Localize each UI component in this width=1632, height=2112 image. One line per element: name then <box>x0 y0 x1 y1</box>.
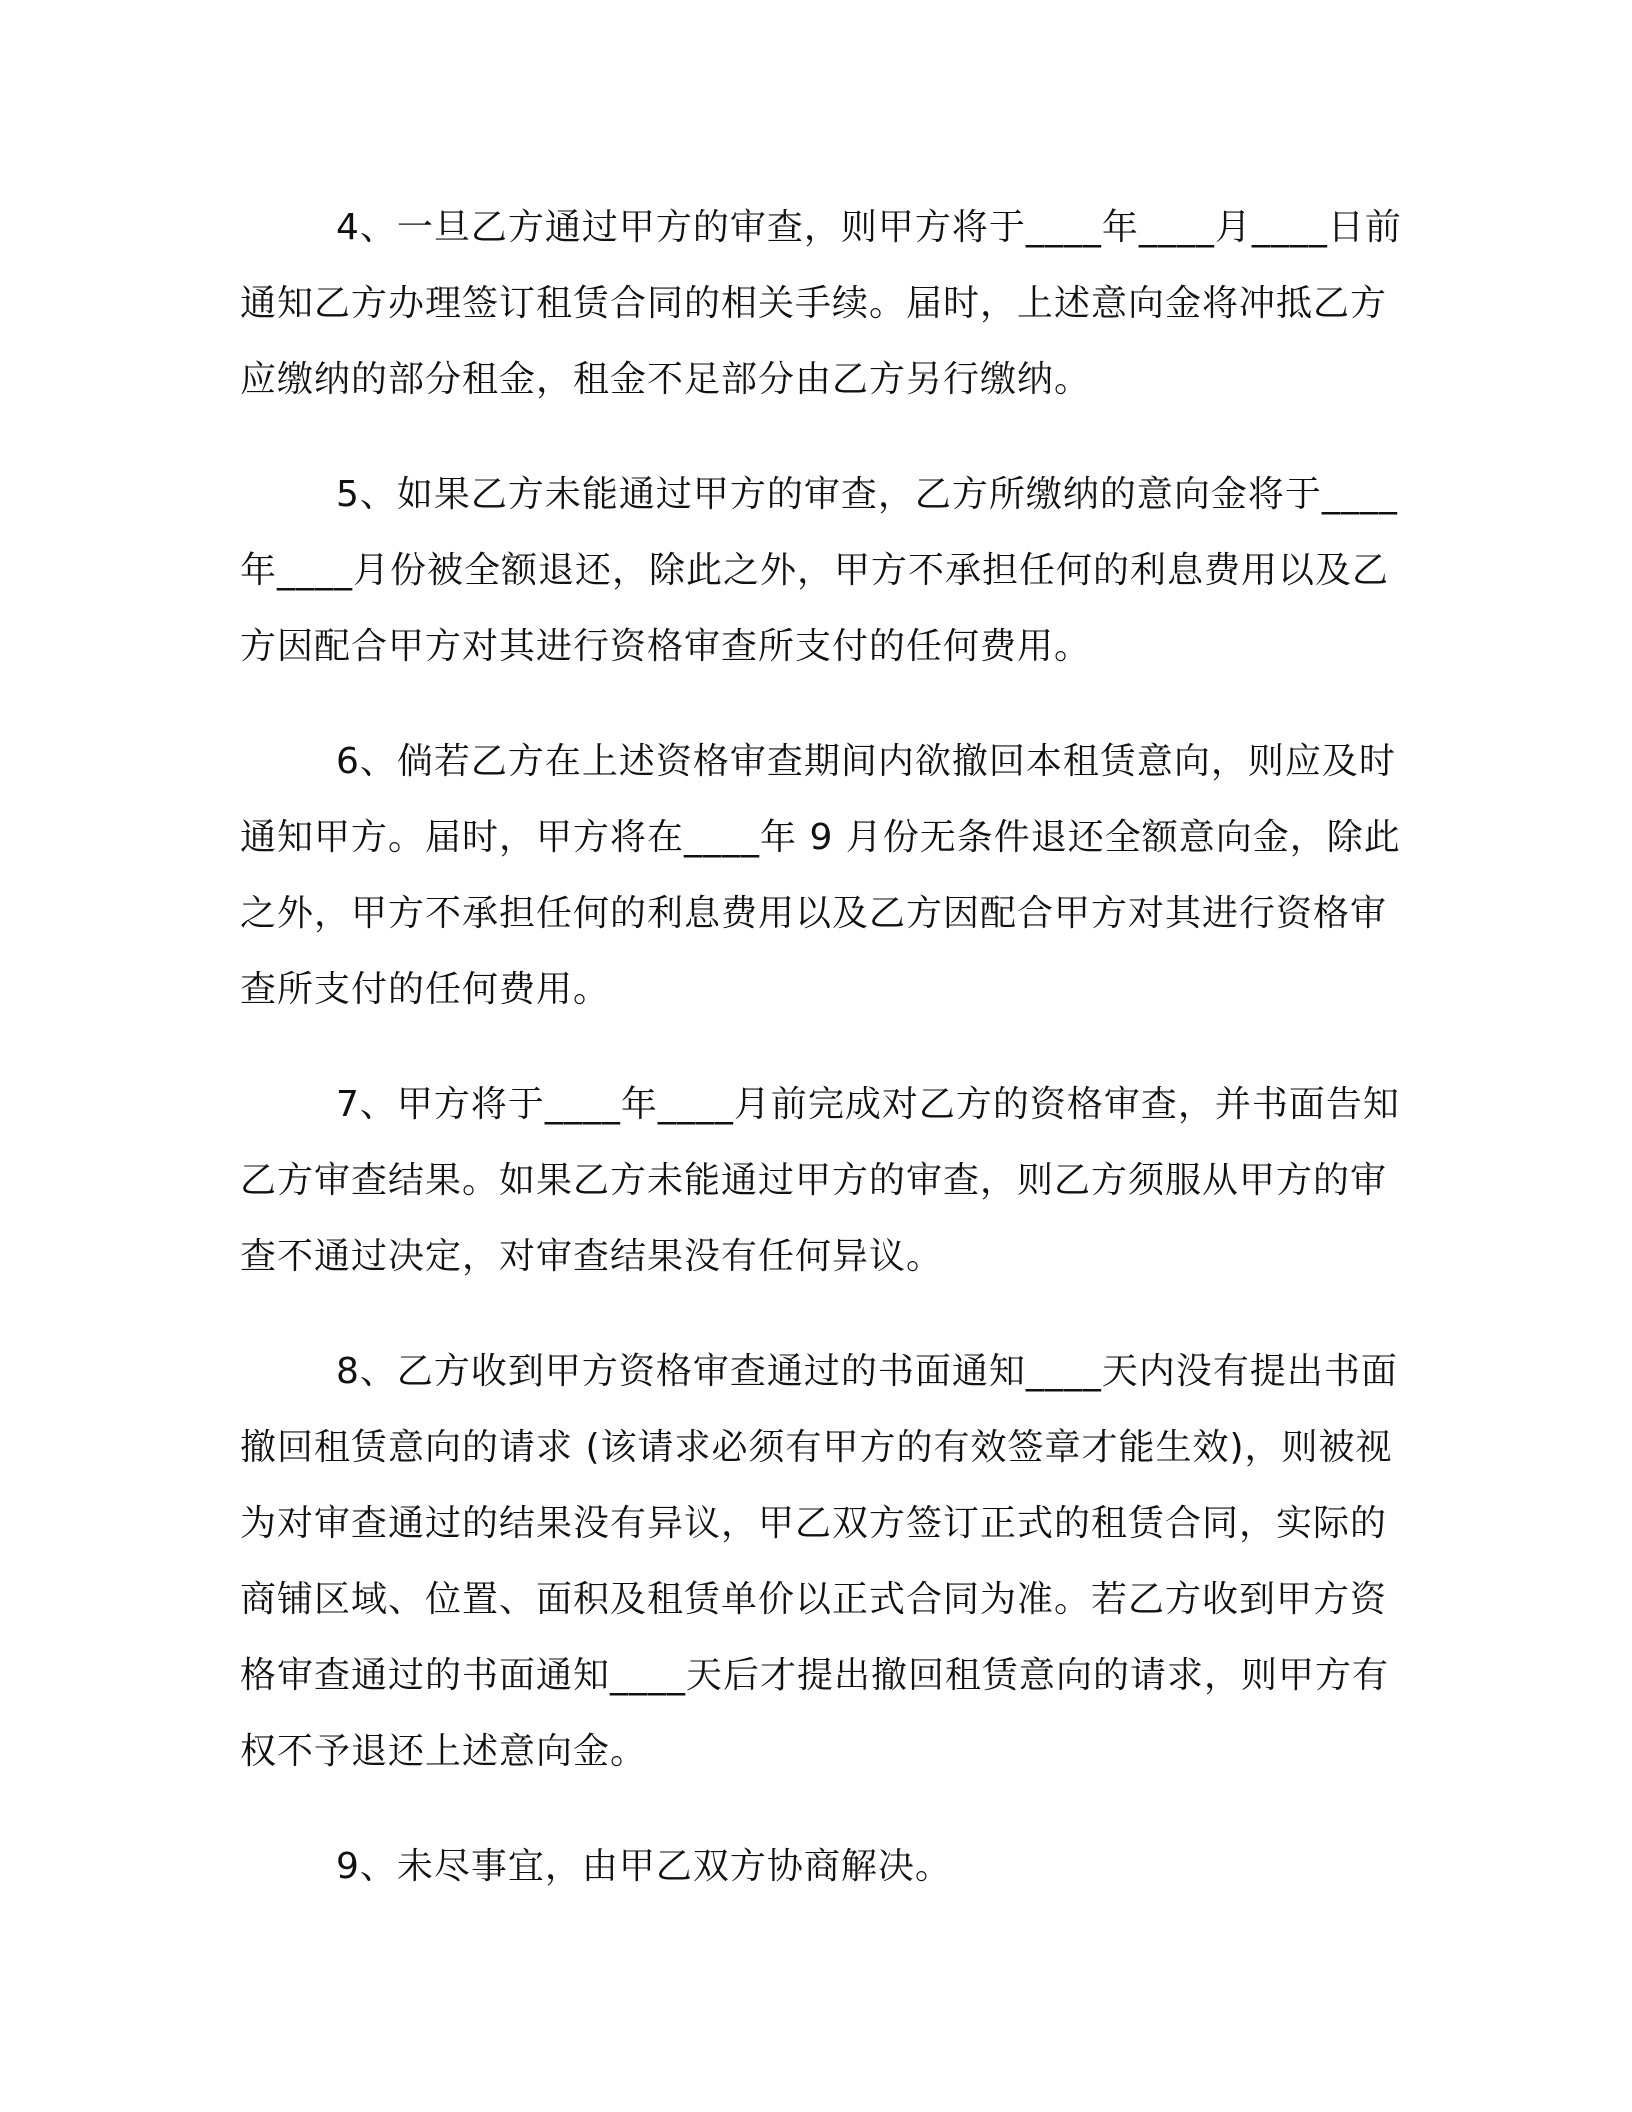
clause-9-paragraph: 9、未尽事宜，由甲乙双方协商解决。 <box>336 1846 952 1887</box>
clause-5-paragraph: 5、如果乙方未能通过甲方的审查，乙方所缴纳的意向金将于____年____月份被全额退还，除此之外，甲方不承担任何的利息费用以及乙方因配合甲方对其进行资格审查所支付的任何费用。 <box>240 474 1398 667</box>
document-body <box>240 190 1410 1944</box>
clause-4-paragraph: 4、一旦乙方通过甲方的审查，则甲方将于____年____月____日前通知乙方办理签订租赁合同的相关手续。届时，上述意向金将冲抵乙方应缴纳的部分租金，租金不足部分由乙方另行缴纳。 <box>240 207 1402 400</box>
clause-8-paragraph: 8、乙方收到甲方资格审查通过的书面通知____天内没有提出书面撤回租赁意向的请求 (该请求必须有甲方的有效签章才能生效)，则被视为对审查通过的结果没有异议，甲乙双方签订正式的租赁合同，实际的商铺区域、位置、面积及租赁单价以正式合同为准。若乙方收到甲方资格审查通过的书面通知____天后才提出撤回租赁意向的请求，则甲方有权不予退还上述意向金。 <box>240 1351 1398 1772</box>
clause-6-paragraph: 6、倘若乙方在上述资格审查期间内欲撤回本租赁意向，则应及时通知甲方。届时，甲方将在____年 9 月份无条件退还全额意向金，除此之外，甲方不承担任何的利息费用以及乙方因配合甲方对其进行资格审查所支付的任何费用。 <box>240 741 1401 1010</box>
clause-7-paragraph: 7、甲方将于____年____月前完成对乙方的资格审查，并书面告知乙方审查结果。如果乙方未能通过甲方的审查，则乙方须服从甲方的审查不通过决定，对审查结果没有任何异议。 <box>240 1084 1400 1277</box>
